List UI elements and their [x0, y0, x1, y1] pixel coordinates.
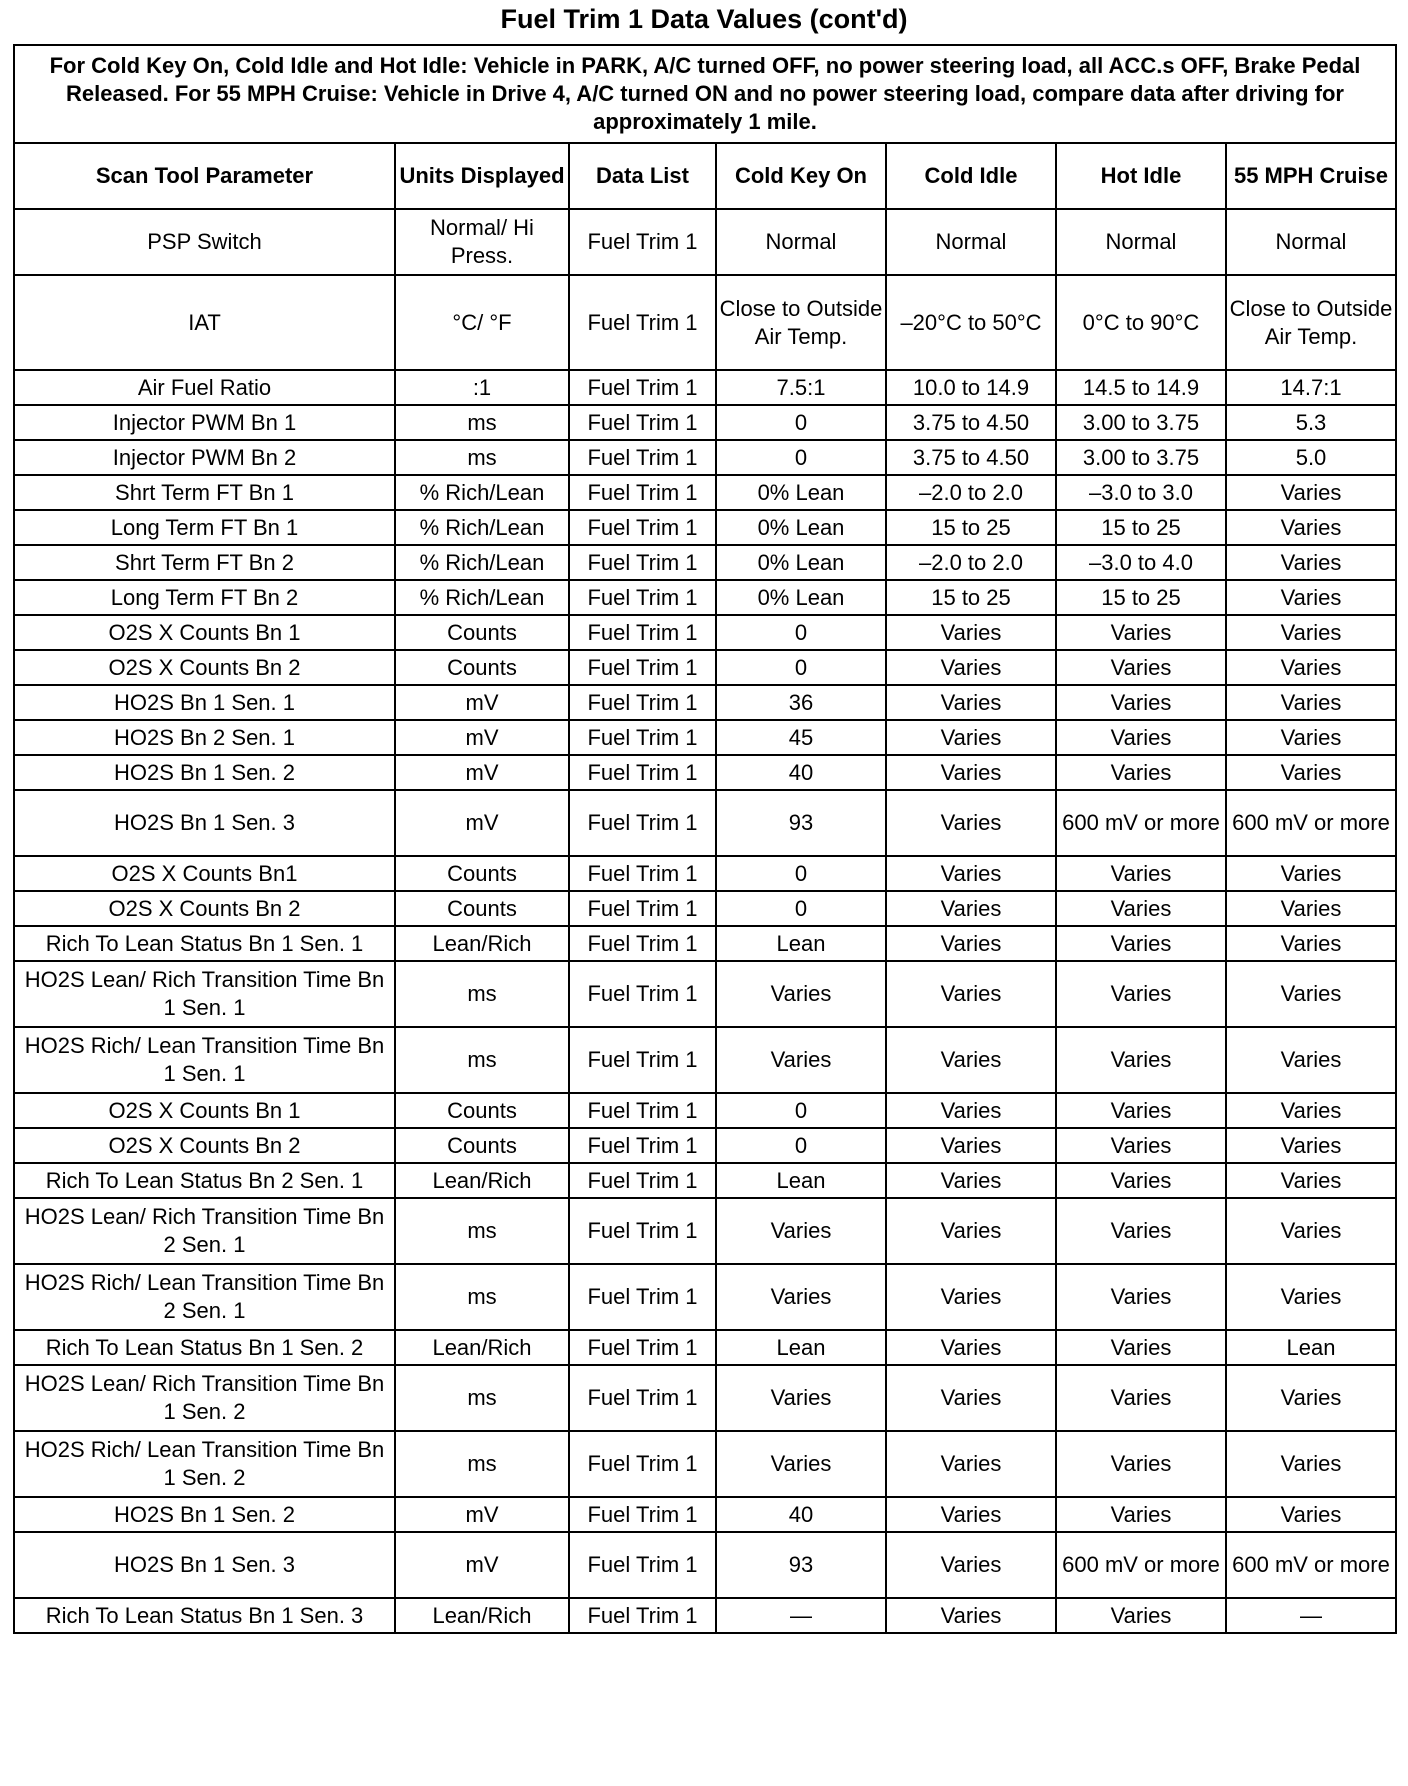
cell-units-displayed: Counts	[395, 891, 569, 926]
cell-scan-tool-parameter: PSP Switch	[14, 209, 395, 275]
cell-cold-idle: –20°C to 50°C	[886, 275, 1056, 370]
cell-hot-idle: 600 mV or more	[1056, 790, 1226, 856]
cell-scan-tool-parameter: Shrt Term FT Bn 2	[14, 545, 395, 580]
cell-data-list: Fuel Trim 1	[569, 580, 716, 615]
cell-55-mph-cruise: Varies	[1226, 856, 1396, 891]
cell-data-list: Fuel Trim 1	[569, 685, 716, 720]
cell-scan-tool-parameter: Rich To Lean Status Bn 2 Sen. 1	[14, 1163, 395, 1198]
cell-cold-key-on: 0% Lean	[716, 580, 886, 615]
cell-cold-key-on: 0% Lean	[716, 475, 886, 510]
cell-data-list: Fuel Trim 1	[569, 961, 716, 1027]
cell-55-mph-cruise: —	[1226, 1598, 1396, 1633]
cell-hot-idle: 3.00 to 3.75	[1056, 405, 1226, 440]
cell-cold-key-on: 0	[716, 891, 886, 926]
cell-cold-key-on: Varies	[716, 1027, 886, 1093]
cell-cold-key-on: 0	[716, 856, 886, 891]
cell-scan-tool-parameter: HO2S Rich/ Lean Transition Time Bn 1 Sen. 2	[14, 1431, 395, 1497]
cell-hot-idle: Varies	[1056, 1365, 1226, 1431]
table-row	[14, 209, 1396, 275]
table-row	[14, 405, 1396, 440]
cell-cold-idle: Varies	[886, 720, 1056, 755]
cell-scan-tool-parameter: Shrt Term FT Bn 1	[14, 475, 395, 510]
cell-55-mph-cruise: 5.0	[1226, 440, 1396, 475]
cell-hot-idle: 14.5 to 14.9	[1056, 370, 1226, 405]
cell-hot-idle: Varies	[1056, 1027, 1226, 1093]
cell-data-list: Fuel Trim 1	[569, 1128, 716, 1163]
cell-hot-idle: Varies	[1056, 720, 1226, 755]
table-row	[14, 926, 1396, 961]
cell-cold-key-on: 40	[716, 755, 886, 790]
cell-cold-idle: Varies	[886, 1532, 1056, 1598]
cell-cold-key-on: Varies	[716, 1198, 886, 1264]
cell-cold-key-on: 0	[716, 615, 886, 650]
cell-data-list: Fuel Trim 1	[569, 405, 716, 440]
column-header-hot-idle: Hot Idle	[1056, 143, 1226, 209]
cell-hot-idle: –3.0 to 4.0	[1056, 545, 1226, 580]
cell-scan-tool-parameter: IAT	[14, 275, 395, 370]
cell-units-displayed: Counts	[395, 1128, 569, 1163]
cell-55-mph-cruise: Varies	[1226, 510, 1396, 545]
cell-hot-idle: 15 to 25	[1056, 580, 1226, 615]
cell-data-list: Fuel Trim 1	[569, 615, 716, 650]
cell-55-mph-cruise: Varies	[1226, 1264, 1396, 1330]
table-row	[14, 475, 1396, 510]
cell-cold-key-on: Varies	[716, 1365, 886, 1431]
cell-hot-idle: 15 to 25	[1056, 510, 1226, 545]
cell-cold-key-on: Varies	[716, 1264, 886, 1330]
cell-cold-idle: Varies	[886, 755, 1056, 790]
cell-scan-tool-parameter: O2S X Counts Bn 1	[14, 615, 395, 650]
cell-units-displayed: Counts	[395, 1093, 569, 1128]
cell-cold-idle: Varies	[886, 1330, 1056, 1365]
cell-cold-key-on: 36	[716, 685, 886, 720]
cell-55-mph-cruise: Varies	[1226, 475, 1396, 510]
cell-cold-key-on: 7.5:1	[716, 370, 886, 405]
cell-cold-key-on: Varies	[716, 961, 886, 1027]
cell-hot-idle: Varies	[1056, 1264, 1226, 1330]
cell-cold-idle: Varies	[886, 790, 1056, 856]
cell-55-mph-cruise: Close to Outside Air Temp.	[1226, 275, 1396, 370]
cell-units-displayed: ms	[395, 440, 569, 475]
cell-cold-idle: 15 to 25	[886, 510, 1056, 545]
cell-cold-key-on: —	[716, 1598, 886, 1633]
cell-55-mph-cruise: Varies	[1226, 1128, 1396, 1163]
cell-cold-key-on: 0	[716, 440, 886, 475]
table-row	[14, 755, 1396, 790]
cell-55-mph-cruise: Varies	[1226, 650, 1396, 685]
cell-scan-tool-parameter: HO2S Bn 1 Sen. 2	[14, 1497, 395, 1532]
cell-cold-idle: Varies	[886, 1093, 1056, 1128]
cell-scan-tool-parameter: Rich To Lean Status Bn 1 Sen. 3	[14, 1598, 395, 1633]
cell-scan-tool-parameter: HO2S Bn 1 Sen. 3	[14, 790, 395, 856]
cell-data-list: Fuel Trim 1	[569, 856, 716, 891]
cell-data-list: Fuel Trim 1	[569, 1093, 716, 1128]
cell-cold-idle: 3.75 to 4.50	[886, 405, 1056, 440]
fuel-trim-data-table	[13, 44, 1397, 1634]
cell-cold-idle: Varies	[886, 926, 1056, 961]
cell-hot-idle: Varies	[1056, 1198, 1226, 1264]
cell-scan-tool-parameter: HO2S Bn 1 Sen. 3	[14, 1532, 395, 1598]
cell-units-displayed: ms	[395, 1264, 569, 1330]
cell-scan-tool-parameter: HO2S Lean/ Rich Transition Time Bn 1 Sen. 2	[14, 1365, 395, 1431]
cell-cold-idle: Varies	[886, 1598, 1056, 1633]
cell-units-displayed: °C/ °F	[395, 275, 569, 370]
page-title: Fuel Trim 1 Data Values (cont'd)	[500, 4, 908, 34]
cell-scan-tool-parameter: HO2S Lean/ Rich Transition Time Bn 2 Sen. 1	[14, 1198, 395, 1264]
cell-units-displayed: ms	[395, 961, 569, 1027]
cell-cold-idle: Normal	[886, 209, 1056, 275]
cell-cold-key-on: 0	[716, 1128, 886, 1163]
cell-hot-idle: Varies	[1056, 891, 1226, 926]
cell-scan-tool-parameter: HO2S Rich/ Lean Transition Time Bn 1 Sen. 1	[14, 1027, 395, 1093]
cell-data-list: Fuel Trim 1	[569, 891, 716, 926]
cell-55-mph-cruise: Varies	[1226, 1198, 1396, 1264]
cell-data-list: Fuel Trim 1	[569, 926, 716, 961]
cell-data-list: Fuel Trim 1	[569, 440, 716, 475]
cell-units-displayed: ms	[395, 1365, 569, 1431]
cell-data-list: Fuel Trim 1	[569, 1264, 716, 1330]
cell-cold-idle: Varies	[886, 1198, 1056, 1264]
table-row	[14, 1598, 1396, 1633]
table-row	[14, 1128, 1396, 1163]
cell-units-displayed: mV	[395, 1497, 569, 1532]
cell-cold-idle: Varies	[886, 1365, 1056, 1431]
cell-55-mph-cruise: Normal	[1226, 209, 1396, 275]
cell-hot-idle: Varies	[1056, 1163, 1226, 1198]
column-header-row	[14, 143, 1396, 209]
cell-55-mph-cruise: 14.7:1	[1226, 370, 1396, 405]
cell-units-displayed: Lean/Rich	[395, 1163, 569, 1198]
cell-cold-idle: 10.0 to 14.9	[886, 370, 1056, 405]
cell-55-mph-cruise: Varies	[1226, 615, 1396, 650]
cell-55-mph-cruise: Varies	[1226, 1027, 1396, 1093]
cell-cold-idle: Varies	[886, 685, 1056, 720]
cell-data-list: Fuel Trim 1	[569, 790, 716, 856]
cell-cold-key-on: 0% Lean	[716, 510, 886, 545]
cell-hot-idle: Varies	[1056, 1431, 1226, 1497]
cell-55-mph-cruise: Varies	[1226, 580, 1396, 615]
cell-units-displayed: % Rich/Lean	[395, 475, 569, 510]
cell-scan-tool-parameter: HO2S Rich/ Lean Transition Time Bn 2 Sen. 1	[14, 1264, 395, 1330]
column-header-cold-key-on: Cold Key On	[716, 143, 886, 209]
table-row	[14, 790, 1396, 856]
cell-units-displayed: mV	[395, 720, 569, 755]
table-row	[14, 580, 1396, 615]
cell-cold-key-on: 93	[716, 1532, 886, 1598]
cell-units-displayed: Lean/Rich	[395, 926, 569, 961]
table-row	[14, 275, 1396, 370]
cell-cold-idle: 15 to 25	[886, 580, 1056, 615]
table-row	[14, 545, 1396, 580]
cell-55-mph-cruise: Varies	[1226, 961, 1396, 1027]
cell-units-displayed: Counts	[395, 615, 569, 650]
cell-cold-idle: 3.75 to 4.50	[886, 440, 1056, 475]
cell-units-displayed: mV	[395, 685, 569, 720]
cell-data-list: Fuel Trim 1	[569, 275, 716, 370]
cell-cold-key-on: 0	[716, 1093, 886, 1128]
table-row	[14, 1330, 1396, 1365]
cell-55-mph-cruise: Varies	[1226, 755, 1396, 790]
table-row	[14, 615, 1396, 650]
cell-hot-idle: Varies	[1056, 926, 1226, 961]
table-row	[14, 440, 1396, 475]
cell-data-list: Fuel Trim 1	[569, 1163, 716, 1198]
cell-55-mph-cruise: Varies	[1226, 891, 1396, 926]
cell-units-displayed: Lean/Rich	[395, 1598, 569, 1633]
cell-data-list: Fuel Trim 1	[569, 755, 716, 790]
conditions-row	[14, 45, 1396, 143]
cell-scan-tool-parameter: HO2S Bn 2 Sen. 1	[14, 720, 395, 755]
table-row	[14, 1431, 1396, 1497]
table-row	[14, 1163, 1396, 1198]
cell-hot-idle: Varies	[1056, 1093, 1226, 1128]
cell-cold-idle: Varies	[886, 1128, 1056, 1163]
table-row	[14, 1497, 1396, 1532]
cell-units-displayed: Lean/Rich	[395, 1330, 569, 1365]
table-row	[14, 510, 1396, 545]
test-conditions-note: For Cold Key On, Cold Idle and Hot Idle: Vehicle in PARK, A/C turned OFF, no power steering load, all ACC.s OFF, Brake Pedal Released. For 55 MPH Cruise: Vehicle in Drive 4, A/C turned ON and no power steering load, compare data after driving for approximately 1 mile.	[14, 45, 1396, 143]
cell-units-displayed: % Rich/Lean	[395, 545, 569, 580]
cell-scan-tool-parameter: Rich To Lean Status Bn 1 Sen. 2	[14, 1330, 395, 1365]
cell-hot-idle: Varies	[1056, 1598, 1226, 1633]
cell-55-mph-cruise: Varies	[1226, 685, 1396, 720]
cell-scan-tool-parameter: HO2S Bn 1 Sen. 1	[14, 685, 395, 720]
cell-scan-tool-parameter: Rich To Lean Status Bn 1 Sen. 1	[14, 926, 395, 961]
cell-cold-key-on: 45	[716, 720, 886, 755]
cell-cold-idle: –2.0 to 2.0	[886, 545, 1056, 580]
cell-data-list: Fuel Trim 1	[569, 1198, 716, 1264]
cell-cold-idle: Varies	[886, 1431, 1056, 1497]
cell-data-list: Fuel Trim 1	[569, 209, 716, 275]
cell-data-list: Fuel Trim 1	[569, 650, 716, 685]
table-row	[14, 1093, 1396, 1128]
cell-55-mph-cruise: 600 mV or more	[1226, 790, 1396, 856]
cell-hot-idle: Varies	[1056, 1330, 1226, 1365]
cell-cold-key-on: Close to Outside Air Temp.	[716, 275, 886, 370]
cell-55-mph-cruise: Varies	[1226, 1497, 1396, 1532]
cell-cold-key-on: Lean	[716, 1330, 886, 1365]
cell-units-displayed: mV	[395, 790, 569, 856]
cell-scan-tool-parameter: O2S X Counts Bn 2	[14, 891, 395, 926]
cell-hot-idle: –3.0 to 3.0	[1056, 475, 1226, 510]
cell-hot-idle: Varies	[1056, 1128, 1226, 1163]
table-row	[14, 720, 1396, 755]
table-row	[14, 370, 1396, 405]
cell-hot-idle: 0°C to 90°C	[1056, 275, 1226, 370]
cell-55-mph-cruise: Varies	[1226, 1163, 1396, 1198]
cell-hot-idle: Varies	[1056, 1497, 1226, 1532]
cell-55-mph-cruise: Varies	[1226, 926, 1396, 961]
table-row	[14, 1198, 1396, 1264]
cell-cold-idle: Varies	[886, 891, 1056, 926]
cell-cold-key-on: Varies	[716, 1431, 886, 1497]
cell-scan-tool-parameter: Injector PWM Bn 1	[14, 405, 395, 440]
cell-hot-idle: Varies	[1056, 615, 1226, 650]
cell-units-displayed: mV	[395, 755, 569, 790]
cell-units-displayed: Normal/ Hi Press.	[395, 209, 569, 275]
cell-hot-idle: 600 mV or more	[1056, 1532, 1226, 1598]
cell-cold-key-on: 40	[716, 1497, 886, 1532]
cell-cold-idle: Varies	[886, 650, 1056, 685]
cell-cold-key-on: Lean	[716, 926, 886, 961]
cell-scan-tool-parameter: Air Fuel Ratio	[14, 370, 395, 405]
cell-data-list: Fuel Trim 1	[569, 1431, 716, 1497]
cell-scan-tool-parameter: Long Term FT Bn 2	[14, 580, 395, 615]
cell-units-displayed: % Rich/Lean	[395, 510, 569, 545]
cell-units-displayed: ms	[395, 405, 569, 440]
table-row	[14, 685, 1396, 720]
cell-units-displayed: % Rich/Lean	[395, 580, 569, 615]
cell-units-displayed: ms	[395, 1027, 569, 1093]
cell-scan-tool-parameter: HO2S Bn 1 Sen. 2	[14, 755, 395, 790]
cell-units-displayed: Counts	[395, 856, 569, 891]
table-body	[14, 209, 1396, 1633]
cell-units-displayed: ms	[395, 1198, 569, 1264]
cell-cold-idle: Varies	[886, 1497, 1056, 1532]
cell-data-list: Fuel Trim 1	[569, 545, 716, 580]
cell-cold-idle: Varies	[886, 1163, 1056, 1198]
table-row	[14, 1264, 1396, 1330]
cell-55-mph-cruise: Varies	[1226, 1365, 1396, 1431]
cell-data-list: Fuel Trim 1	[569, 1365, 716, 1431]
table-row	[14, 961, 1396, 1027]
cell-scan-tool-parameter: Long Term FT Bn 1	[14, 510, 395, 545]
cell-55-mph-cruise: Varies	[1226, 545, 1396, 580]
cell-55-mph-cruise: Lean	[1226, 1330, 1396, 1365]
cell-data-list: Fuel Trim 1	[569, 1497, 716, 1532]
cell-data-list: Fuel Trim 1	[569, 1330, 716, 1365]
cell-cold-key-on: 0	[716, 650, 886, 685]
cell-55-mph-cruise: Varies	[1226, 1431, 1396, 1497]
cell-data-list: Fuel Trim 1	[569, 370, 716, 405]
cell-data-list: Fuel Trim 1	[569, 1598, 716, 1633]
cell-cold-idle: Varies	[886, 1264, 1056, 1330]
cell-hot-idle: Normal	[1056, 209, 1226, 275]
cell-cold-key-on: 93	[716, 790, 886, 856]
cell-scan-tool-parameter: O2S X Counts Bn 1	[14, 1093, 395, 1128]
cell-units-displayed: Counts	[395, 650, 569, 685]
table-row	[14, 1365, 1396, 1431]
column-header-cold-idle: Cold Idle	[886, 143, 1056, 209]
table-row	[14, 650, 1396, 685]
cell-units-displayed: :1	[395, 370, 569, 405]
cell-hot-idle: Varies	[1056, 961, 1226, 1027]
table-row	[14, 891, 1396, 926]
column-header-units-displayed: Units Displayed	[395, 143, 569, 209]
cell-data-list: Fuel Trim 1	[569, 475, 716, 510]
column-header-data-list: Data List	[569, 143, 716, 209]
cell-55-mph-cruise: Varies	[1226, 720, 1396, 755]
table-row	[14, 1532, 1396, 1598]
cell-cold-key-on: 0% Lean	[716, 545, 886, 580]
table-row	[14, 1027, 1396, 1093]
cell-hot-idle: Varies	[1056, 755, 1226, 790]
cell-hot-idle: Varies	[1056, 650, 1226, 685]
cell-cold-idle: Varies	[886, 615, 1056, 650]
column-header-55-mph-cruise: 55 MPH Cruise	[1226, 143, 1396, 209]
cell-data-list: Fuel Trim 1	[569, 720, 716, 755]
cell-scan-tool-parameter: HO2S Lean/ Rich Transition Time Bn 1 Sen. 1	[14, 961, 395, 1027]
cell-scan-tool-parameter: O2S X Counts Bn1	[14, 856, 395, 891]
cell-cold-idle: Varies	[886, 961, 1056, 1027]
cell-55-mph-cruise: Varies	[1226, 1093, 1396, 1128]
cell-units-displayed: mV	[395, 1532, 569, 1598]
cell-cold-idle: Varies	[886, 1027, 1056, 1093]
cell-units-displayed: ms	[395, 1431, 569, 1497]
cell-cold-idle: Varies	[886, 856, 1056, 891]
cell-scan-tool-parameter: Injector PWM Bn 2	[14, 440, 395, 475]
column-header-scan-tool-parameter: Scan Tool Parameter	[14, 143, 395, 209]
cell-scan-tool-parameter: O2S X Counts Bn 2	[14, 1128, 395, 1163]
cell-hot-idle: Varies	[1056, 856, 1226, 891]
cell-55-mph-cruise: 5.3	[1226, 405, 1396, 440]
cell-hot-idle: 3.00 to 3.75	[1056, 440, 1226, 475]
cell-hot-idle: Varies	[1056, 685, 1226, 720]
cell-data-list: Fuel Trim 1	[569, 1532, 716, 1598]
cell-55-mph-cruise: 600 mV or more	[1226, 1532, 1396, 1598]
cell-cold-key-on: 0	[716, 405, 886, 440]
cell-cold-key-on: Lean	[716, 1163, 886, 1198]
cell-data-list: Fuel Trim 1	[569, 1027, 716, 1093]
cell-cold-key-on: Normal	[716, 209, 886, 275]
table-row	[14, 856, 1396, 891]
cell-cold-idle: –2.0 to 2.0	[886, 475, 1056, 510]
cell-data-list: Fuel Trim 1	[569, 510, 716, 545]
cell-scan-tool-parameter: O2S X Counts Bn 2	[14, 650, 395, 685]
